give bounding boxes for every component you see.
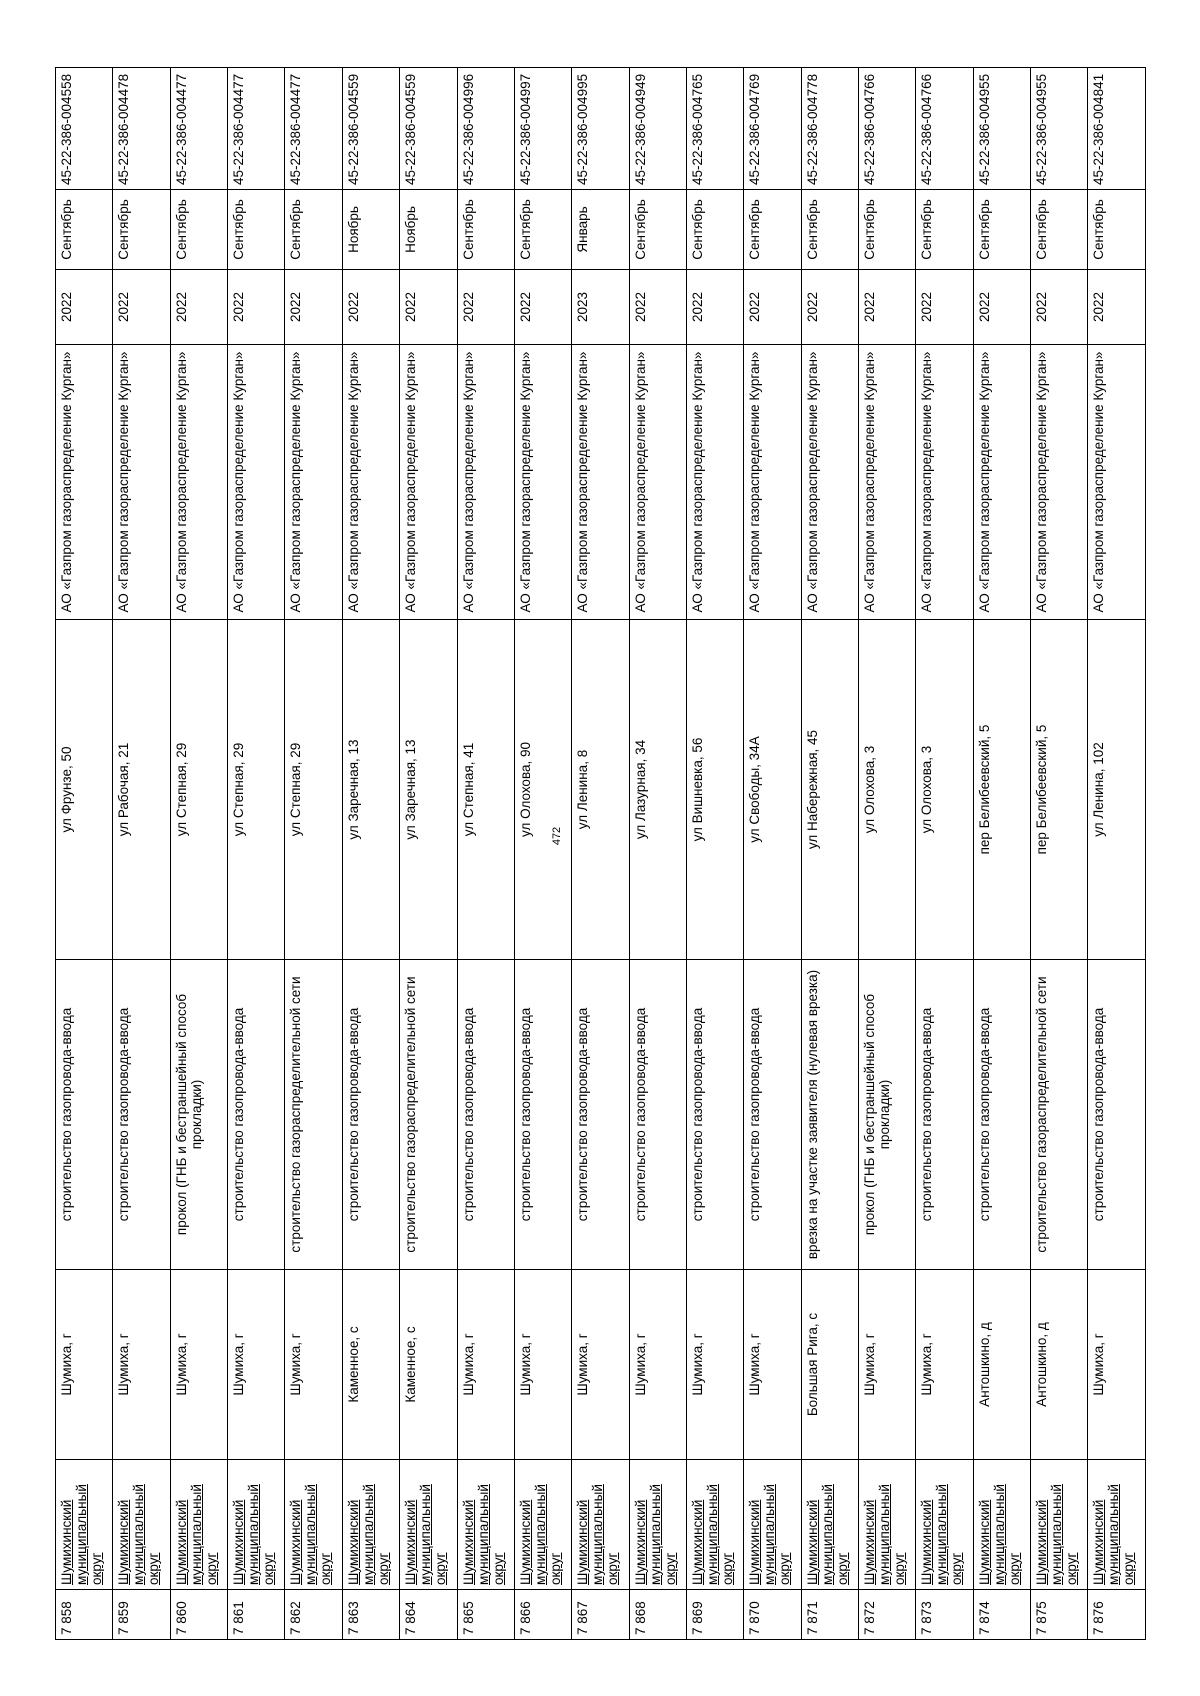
district-cell: Шумихинский муниципальный округ <box>400 1460 457 1590</box>
month-cell: Сентябрь <box>170 190 227 270</box>
settlement-cell: Шумиха, г <box>228 1270 285 1460</box>
row-number-cell: 7 859 <box>113 1590 170 1640</box>
address-cell: ул Степная, 41 <box>457 620 514 960</box>
settlement-cell: Каменное, с <box>342 1270 399 1460</box>
district-cell: Шумихинский муниципальный округ <box>342 1460 399 1590</box>
address-cell: пер Белибеевский, 5 <box>1031 620 1088 960</box>
address-cell: пер Белибеевский, 5 <box>973 620 1030 960</box>
year-cell: 2022 <box>629 270 686 345</box>
district-cell: Шумихинский муниципальный округ <box>686 1460 743 1590</box>
table-row <box>228 68 285 1640</box>
address-cell: ул Вишневка, 56 <box>686 620 743 960</box>
company-cell: АО «Газпром газораспределение Курган» <box>457 345 514 620</box>
company-cell: АО «Газпром газораспределение Курган» <box>170 345 227 620</box>
company-cell: АО «Газпром газораспределение Курган» <box>342 345 399 620</box>
settlement-cell: Шумиха, г <box>629 1270 686 1460</box>
address-cell: ул Фрунзе, 50 <box>56 620 113 960</box>
month-cell: Сентябрь <box>457 190 514 270</box>
month-cell: Ноябрь <box>400 190 457 270</box>
year-cell: 2022 <box>400 270 457 345</box>
work-type-cell: строительство газопровода-ввода <box>342 960 399 1270</box>
work-type-cell: врезка на участке заявителя (нулевая врезка) <box>801 960 858 1270</box>
month-cell: Сентябрь <box>686 190 743 270</box>
application-code-cell: 45-22-386-004478 <box>113 68 170 190</box>
year-cell: 2022 <box>56 270 113 345</box>
year-cell: 2022 <box>170 270 227 345</box>
year-cell: 2022 <box>859 270 916 345</box>
table-row <box>859 68 916 1640</box>
table-row <box>686 68 743 1640</box>
district-cell: Шумихинский муниципальный округ <box>56 1460 113 1590</box>
year-cell: 2022 <box>342 270 399 345</box>
row-number-cell: 7 858 <box>56 1590 113 1640</box>
company-cell: АО «Газпром газораспределение Курган» <box>1088 345 1145 620</box>
row-number-cell: 7 876 <box>1088 1590 1145 1640</box>
address-cell: ул Степная, 29 <box>228 620 285 960</box>
settlement-cell: Шумиха, г <box>113 1270 170 1460</box>
month-cell: Сентябрь <box>514 190 571 270</box>
row-number-cell: 7 874 <box>973 1590 1030 1640</box>
settlement-cell: Антошкино, д <box>973 1270 1030 1460</box>
year-cell: 2022 <box>514 270 571 345</box>
table-row <box>629 68 686 1640</box>
district-cell: Шумихинский муниципальный округ <box>228 1460 285 1590</box>
row-number-cell: 7 867 <box>572 1590 629 1640</box>
settlement-cell: Шумиха, г <box>457 1270 514 1460</box>
settlement-cell: Шумиха, г <box>916 1270 973 1460</box>
work-type-cell: строительство газопровода-ввода <box>572 960 629 1270</box>
year-cell: 2022 <box>285 270 342 345</box>
month-cell: Сентябрь <box>1088 190 1145 270</box>
row-number-cell: 7 863 <box>342 1590 399 1640</box>
settlement-cell: Антошкино, д <box>1031 1270 1088 1460</box>
work-type-cell: строительство газораспределительной сети <box>285 960 342 1270</box>
work-type-cell: строительство газопровода-ввода <box>113 960 170 1270</box>
gas-connections-table <box>55 67 1146 1640</box>
table-row <box>400 68 457 1640</box>
work-type-cell: строительство газопровода-ввода <box>228 960 285 1270</box>
work-type-cell: строительство газопровода-ввода <box>1088 960 1145 1270</box>
application-code-cell: 45-22-386-004558 <box>56 68 113 190</box>
table-row <box>973 68 1030 1640</box>
month-cell: Сентябрь <box>916 190 973 270</box>
company-cell: АО «Газпром газораспределение Курган» <box>56 345 113 620</box>
district-cell: Шумихинский муниципальный округ <box>285 1460 342 1590</box>
page-number: 472 <box>551 826 564 846</box>
settlement-cell: Шумиха, г <box>1088 1270 1145 1460</box>
district-cell: Шумихинский муниципальный округ <box>973 1460 1030 1590</box>
work-type-cell: строительство газопровода-ввода <box>686 960 743 1270</box>
application-code-cell: 45-22-386-004841 <box>1088 68 1145 190</box>
application-code-cell: 45-22-386-004955 <box>1031 68 1088 190</box>
year-cell: 2022 <box>686 270 743 345</box>
address-cell: ул Ленина, 102 <box>1088 620 1145 960</box>
district-cell: Шумихинский муниципальный округ <box>801 1460 858 1590</box>
district-cell: Шумихинский муниципальный округ <box>457 1460 514 1590</box>
month-cell: Сентябрь <box>859 190 916 270</box>
settlement-cell: Большая Рига, с <box>801 1270 858 1460</box>
table-row <box>113 68 170 1640</box>
application-code-cell: 45-22-386-004765 <box>686 68 743 190</box>
table-row <box>744 68 801 1640</box>
address-cell: ул Свободы, 34А <box>744 620 801 960</box>
application-code-cell: 45-22-386-004559 <box>342 68 399 190</box>
company-cell: АО «Газпром газораспределение Курган» <box>686 345 743 620</box>
table-row <box>1031 68 1088 1640</box>
year-cell: 2023 <box>572 270 629 345</box>
table-row <box>572 68 629 1640</box>
row-number-cell: 7 862 <box>285 1590 342 1640</box>
company-cell: АО «Газпром газораспределение Курган» <box>400 345 457 620</box>
district-cell: Шумихинский муниципальный округ <box>113 1460 170 1590</box>
company-cell: АО «Газпром газораспределение Курган» <box>629 345 686 620</box>
work-type-cell: строительство газораспределительной сети <box>400 960 457 1270</box>
address-cell: ул Заречная, 13 <box>400 620 457 960</box>
year-cell: 2022 <box>916 270 973 345</box>
month-cell: Сентябрь <box>973 190 1030 270</box>
company-cell: АО «Газпром газораспределение Курган» <box>113 345 170 620</box>
year-cell: 2022 <box>457 270 514 345</box>
row-number-cell: 7 870 <box>744 1590 801 1640</box>
address-cell: ул Набережная, 45 <box>801 620 858 960</box>
table-row <box>342 68 399 1640</box>
work-type-cell: строительство газопровода-ввода <box>457 960 514 1270</box>
month-cell: Сентябрь <box>1031 190 1088 270</box>
rotated-table-container <box>55 68 1145 1640</box>
table-row <box>457 68 514 1640</box>
year-cell: 2022 <box>744 270 801 345</box>
address-cell: ул Олохова, 90 <box>514 620 571 960</box>
address-cell: ул Ленина, 8 <box>572 620 629 960</box>
application-code-cell: 45-22-386-004778 <box>801 68 858 190</box>
work-type-cell: прокол (ГНБ и бестраншейный способ прокладки) <box>170 960 227 1270</box>
settlement-cell: Каменное, с <box>400 1270 457 1460</box>
table-row <box>285 68 342 1640</box>
month-cell: Сентябрь <box>744 190 801 270</box>
application-code-cell: 45-22-386-004766 <box>916 68 973 190</box>
company-cell: АО «Газпром газораспределение Курган» <box>973 345 1030 620</box>
district-cell: Шумихинский муниципальный округ <box>1031 1460 1088 1590</box>
company-cell: АО «Газпром газораспределение Курган» <box>801 345 858 620</box>
work-type-cell: прокол (ГНБ и бестраншейный способ прокладки) <box>859 960 916 1270</box>
work-type-cell: строительство газопровода-ввода <box>514 960 571 1270</box>
district-cell: Шумихинский муниципальный округ <box>916 1460 973 1590</box>
work-type-cell: строительство газопровода-ввода <box>973 960 1030 1270</box>
row-number-cell: 7 869 <box>686 1590 743 1640</box>
year-cell: 2022 <box>113 270 170 345</box>
year-cell: 2022 <box>1088 270 1145 345</box>
application-code-cell: 45-22-386-004769 <box>744 68 801 190</box>
application-code-cell: 45-22-386-004477 <box>170 68 227 190</box>
address-cell: ул Степная, 29 <box>285 620 342 960</box>
district-cell: Шумихинский муниципальный округ <box>514 1460 571 1590</box>
month-cell: Ноябрь <box>342 190 399 270</box>
address-cell: ул Заречная, 13 <box>342 620 399 960</box>
row-number-cell: 7 865 <box>457 1590 514 1640</box>
table-row <box>170 68 227 1640</box>
application-code-cell: 45-22-386-004477 <box>228 68 285 190</box>
row-number-cell: 7 860 <box>170 1590 227 1640</box>
district-cell: Шумихинский муниципальный округ <box>744 1460 801 1590</box>
table-row <box>801 68 858 1640</box>
row-number-cell: 7 875 <box>1031 1590 1088 1640</box>
company-cell: АО «Газпром газораспределение Курган» <box>859 345 916 620</box>
year-cell: 2022 <box>973 270 1030 345</box>
application-code-cell: 45-22-386-004949 <box>629 68 686 190</box>
table-row <box>56 68 113 1640</box>
work-type-cell: строительство газопровода-ввода <box>629 960 686 1270</box>
address-cell: ул Лазурная, 34 <box>629 620 686 960</box>
settlement-cell: Шумиха, г <box>56 1270 113 1460</box>
company-cell: АО «Газпром газораспределение Курган» <box>572 345 629 620</box>
settlement-cell: Шумиха, г <box>744 1270 801 1460</box>
settlement-cell: Шумиха, г <box>859 1270 916 1460</box>
table-row <box>1088 68 1145 1640</box>
district-cell: Шумихинский муниципальный округ <box>170 1460 227 1590</box>
row-number-cell: 7 872 <box>859 1590 916 1640</box>
application-code-cell: 45-22-386-004997 <box>514 68 571 190</box>
settlement-cell: Шумиха, г <box>572 1270 629 1460</box>
district-cell: Шумихинский муниципальный округ <box>859 1460 916 1590</box>
district-cell: Шумихинский муниципальный округ <box>572 1460 629 1590</box>
company-cell: АО «Газпром газораспределение Курган» <box>514 345 571 620</box>
settlement-cell: Шумиха, г <box>514 1270 571 1460</box>
row-number-cell: 7 868 <box>629 1590 686 1640</box>
work-type-cell: строительство газопровода-ввода <box>56 960 113 1270</box>
company-cell: АО «Газпром газораспределение Курган» <box>916 345 973 620</box>
district-cell: Шумихинский муниципальный округ <box>1088 1460 1145 1590</box>
year-cell: 2022 <box>1031 270 1088 345</box>
application-code-cell: 45-22-386-004766 <box>859 68 916 190</box>
month-cell: Сентябрь <box>629 190 686 270</box>
application-code-cell: 45-22-386-004477 <box>285 68 342 190</box>
application-code-cell: 45-22-386-004955 <box>973 68 1030 190</box>
row-number-cell: 7 873 <box>916 1590 973 1640</box>
row-number-cell: 7 871 <box>801 1590 858 1640</box>
district-cell: Шумихинский муниципальный округ <box>629 1460 686 1590</box>
table-row <box>514 68 571 1640</box>
company-cell: АО «Газпром газораспределение Курган» <box>744 345 801 620</box>
month-cell: Сентябрь <box>801 190 858 270</box>
settlement-cell: Шумиха, г <box>686 1270 743 1460</box>
year-cell: 2022 <box>228 270 285 345</box>
table-row <box>916 68 973 1640</box>
row-number-cell: 7 864 <box>400 1590 457 1640</box>
row-number-cell: 7 866 <box>514 1590 571 1640</box>
company-cell: АО «Газпром газораспределение Курган» <box>285 345 342 620</box>
application-code-cell: 45-22-386-004559 <box>400 68 457 190</box>
row-number-cell: 7 861 <box>228 1590 285 1640</box>
month-cell: Сентябрь <box>56 190 113 270</box>
settlement-cell: Шумиха, г <box>285 1270 342 1460</box>
application-code-cell: 45-22-386-004996 <box>457 68 514 190</box>
month-cell: Январь <box>572 190 629 270</box>
month-cell: Сентябрь <box>285 190 342 270</box>
work-type-cell: строительство газораспределительной сети <box>1031 960 1088 1270</box>
work-type-cell: строительство газопровода-ввода <box>744 960 801 1270</box>
work-type-cell: строительство газопровода-ввода <box>916 960 973 1270</box>
application-code-cell: 45-22-386-004995 <box>572 68 629 190</box>
company-cell: АО «Газпром газораспределение Курган» <box>228 345 285 620</box>
company-cell: АО «Газпром газораспределение Курган» <box>1031 345 1088 620</box>
address-cell: ул Степная, 29 <box>170 620 227 960</box>
month-cell: Сентябрь <box>228 190 285 270</box>
year-cell: 2022 <box>801 270 858 345</box>
settlement-cell: Шумиха, г <box>170 1270 227 1460</box>
month-cell: Сентябрь <box>113 190 170 270</box>
address-cell: ул Олохова, 3 <box>916 620 973 960</box>
address-cell: ул Рабочая, 21 <box>113 620 170 960</box>
address-cell: ул Олохова, 3 <box>859 620 916 960</box>
